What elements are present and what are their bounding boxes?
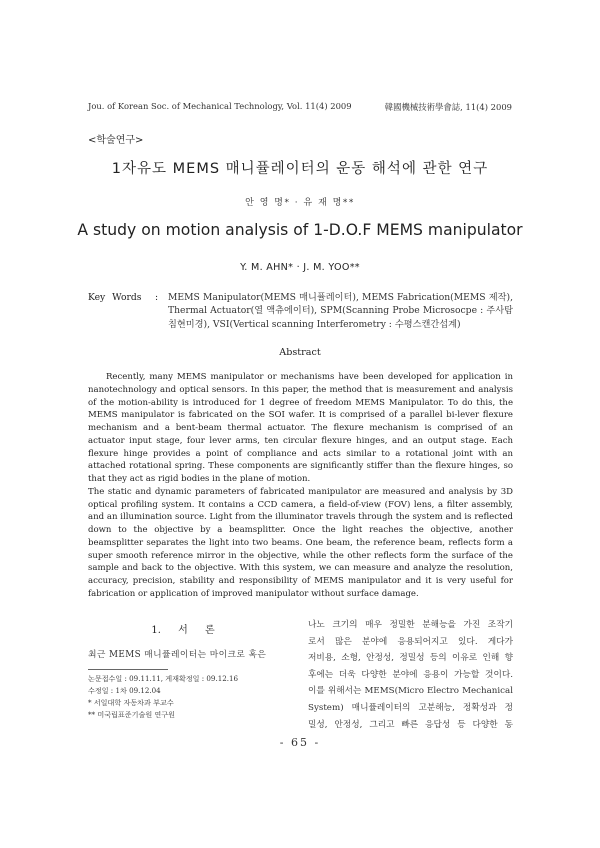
body-line: System) 매니퓰레이터의 고분해능, 정확성과 정	[308, 702, 513, 713]
body-line: 로서 많은 분야에 응용되어지고 있다. 게다가	[308, 636, 513, 647]
right-column-text	[308, 617, 513, 733]
body-line: 저비용, 소형, 안정성, 정밀성 등의 이유로 인해 향	[308, 653, 513, 664]
introduction-first-line: 최근 MEMS 매니퓰레이터는 마이크로 혹은	[88, 650, 267, 660]
abstract-heading: Abstract	[279, 347, 321, 358]
body-line: 밀성, 안정성, 그리고 빠른 응답성 등 다양한 동	[308, 719, 513, 730]
footnote-author-2: ** 미국립표준기술원 연구원	[88, 710, 175, 719]
abstract-paragraph-1: Recently, many MEMS manipulator or mechanisms have been developed for application in nanotechnology and optical sensors. In this paper, the method that is measurement and analysis of the motion-ability is introduced for 1 degree of freedom MEMS Manipulator. To do this, the MEMS manipulator is fabricated on the SOI wafer. It is comprised of a parallel bi-lever flexure mechanism and a bent-beam thermal actuator. The flexure mechanism is comprised of an actuator input stage, four lever arms, ten circular flexure hinges, and an output stage. Each flexure hinge provides a point of compliance and acts similar to a rotational joint with an attached rotational spring. These components are significantly stiffer than the flexure hinges, so that they act as rigid bodies in the plane of motion.	[88, 372, 513, 484]
title-english: A study on motion analysis of 1-D.O.F MEMS manipulator	[77, 221, 523, 239]
authors-korean: 안 영 명* · 유 재 명**	[245, 198, 355, 208]
article-category: <학술연구>	[88, 135, 144, 146]
authors-english: Y. M. AHN* · J. M. YOO**	[240, 262, 360, 273]
keywords-label: Key Words	[88, 292, 142, 303]
keywords-colon: :	[155, 292, 159, 303]
section-heading-introduction: 1. 서 론	[151, 625, 215, 636]
body-line: 이를 위해서는 MEMS(Micro Electro Mechanical	[308, 686, 513, 697]
body-line: 후에는 더욱 다양한 분야에 응용이 가능할 것이다.	[308, 669, 513, 680]
journal-header-left: Jou. of Korean Soc. of Mechanical Technology, Vol. 11(4) 2009	[88, 101, 352, 111]
journal-header-right: 韓國機械技術學會誌, 11(4) 2009	[384, 102, 512, 112]
abstract-paragraph-2: The static and dynamic parameters of fabricated manipulator are measured and analysis by 3D optical profiling system. It contains a CCD camera, a field-of-view (FOV) lens, a filter assembly, and an illumination source. Light from the illuminator travels through the system and is reflected down to the objective by a beamsplitter. Once the light reaches the objective, another beamsplitter separates the light into two beams. One beam, the reference beam, reflects form a super smooth reference mirror in the objective, while the other reflects form the surface of the sample and back to the objective. With this system, we can measure and analyze the resolution, accuracy, precision, stability and responsibility of MEMS manipulator and it is very useful for fabrication or application of improved manipulator without surface damage.	[88, 486, 513, 599]
footnote-dates: 논문접수일 : 09.11.11, 게재확정일 : 09.12.16	[88, 674, 239, 683]
footnote-divider	[88, 669, 168, 670]
footnote-revision: 수정일 : 1차 09.12.04	[88, 686, 161, 695]
footnote-author-1: * 서일대학 자동차과 부교수	[88, 698, 174, 707]
page-number: - 65 -	[279, 736, 321, 749]
body-line: 나노 크기의 매우 정밀한 분해능을 가진 조작기	[308, 620, 513, 630]
title-korean: 1자유도 MEMS 매니퓰레이터의 운동 해석에 관한 연구	[111, 161, 489, 177]
abstract-body	[88, 371, 513, 601]
keywords-text: MEMS Manipulator(MEMS 매니퓰레이터), MEMS Fabrication(MEMS 제작), Thermal Actuator(열 액츄에이터), SPM(Scanning Probe Microsocpe : 주사탐침현미경), VSI(Vertical scanning Interferometry : 수평스캔간섭계)	[168, 292, 513, 330]
